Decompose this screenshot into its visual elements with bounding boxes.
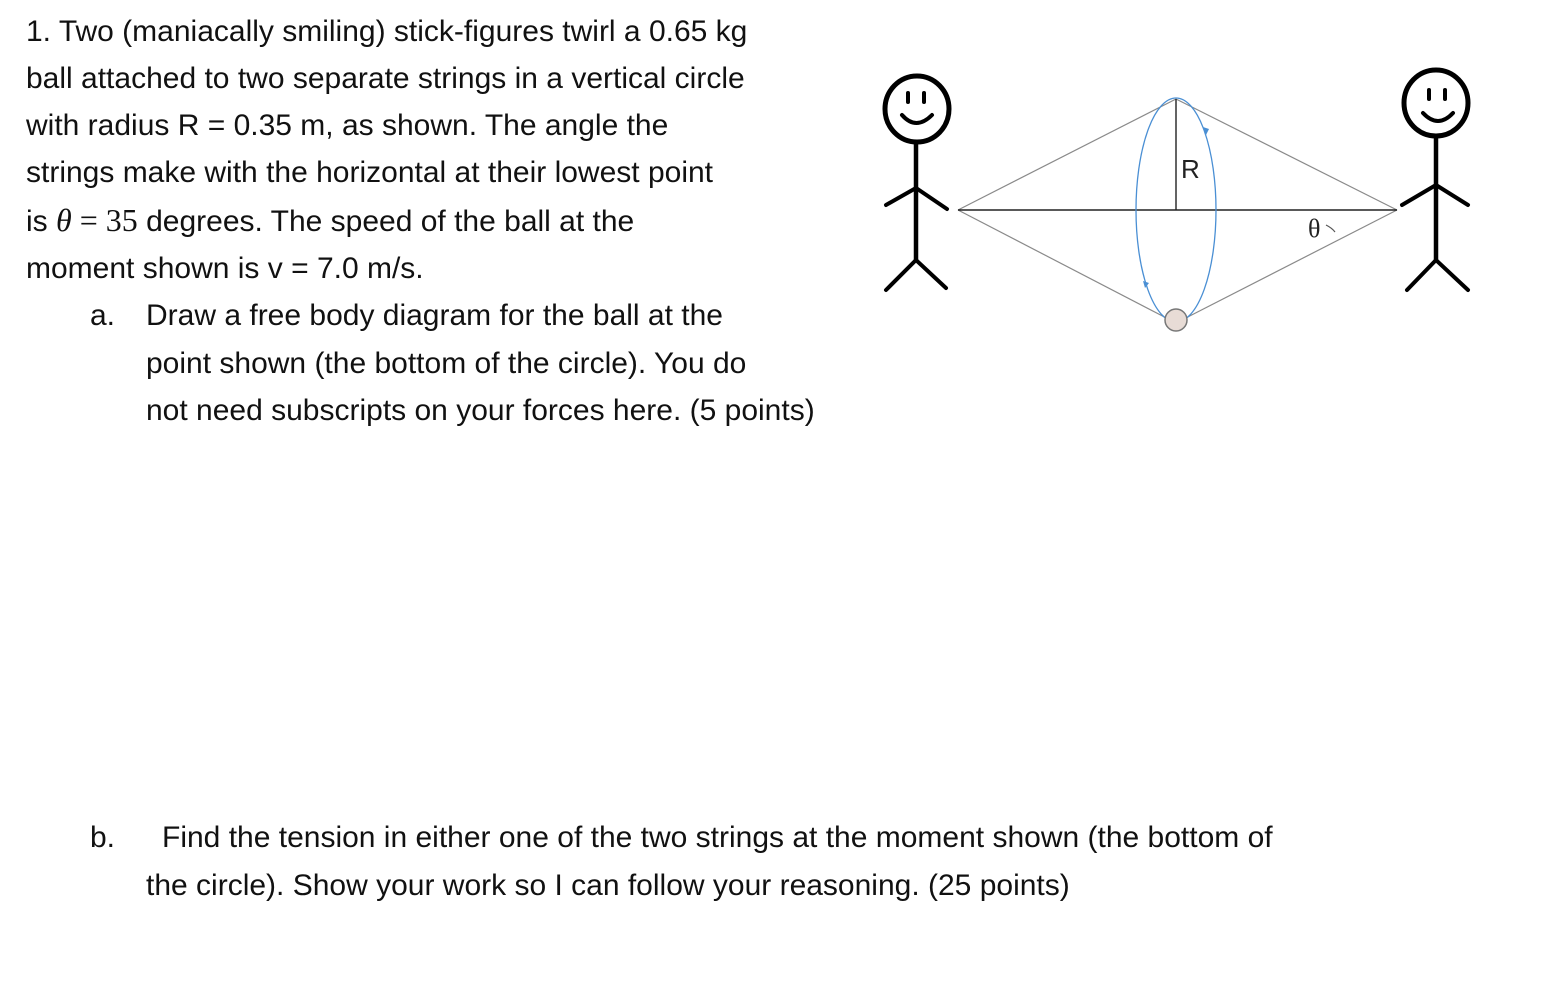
string-right-top [1176, 99, 1397, 210]
part-a-line-1: Draw a free body diagram for the ball at the [146, 299, 723, 332]
right-figure-head-icon [1404, 70, 1468, 136]
circle-arrow-icon [1143, 281, 1149, 288]
theta-value: 35 [105, 202, 138, 238]
stem-line-5 [26, 197, 634, 245]
theta-symbol: θ [56, 202, 72, 238]
left-stick-figure [885, 76, 949, 290]
reference-lines [958, 99, 1397, 210]
physics-diagram [870, 55, 1490, 345]
stem-line-3: with radius R = 0.35 m, as shown. The angle the [26, 109, 669, 142]
ball [1165, 309, 1187, 331]
stem-line-6: moment shown is v = 7.0 m/s. [26, 252, 424, 285]
theta-equals: = [71, 202, 106, 238]
question-number: 1. [26, 15, 52, 48]
string-right-bottom [1176, 210, 1397, 323]
part-b-line-2: the circle). Show your work so I can follow your reasoning. (25 points) [146, 869, 1070, 902]
strings [958, 99, 1397, 323]
radius-label: R [1181, 154, 1200, 184]
left-figure-head-icon [885, 76, 949, 142]
theta-suffix: degrees. The speed of the ball at the [137, 205, 635, 238]
part-b-line-1: Find the tension in either one of the two strings at the moment shown (the bottom of [162, 821, 1273, 854]
theta-prefix: is [26, 205, 56, 238]
part-b-label: b. [90, 821, 116, 854]
part-a-line-3: not need subscripts on your forces here. (5 points) [146, 394, 815, 427]
part-a-label: a. [90, 299, 116, 332]
part-a-line-2: point shown (the bottom of the circle). You do [146, 347, 747, 380]
stem-line-1: Two (maniacally smiling) stick-figures twirl a 0.65 kg [58, 15, 748, 48]
question-number-line-1 [26, 8, 747, 55]
angle-label: θ [1308, 214, 1321, 243]
angle-arc-icon [1326, 225, 1335, 232]
string-left-top [958, 99, 1176, 210]
stem-line-2: ball attached to two separate strings in a vertical circle [26, 62, 745, 95]
string-left-bottom [958, 210, 1176, 323]
stem-line-4: strings make with the horizontal at their lowest point [26, 156, 713, 189]
right-stick-figure [1402, 70, 1468, 290]
